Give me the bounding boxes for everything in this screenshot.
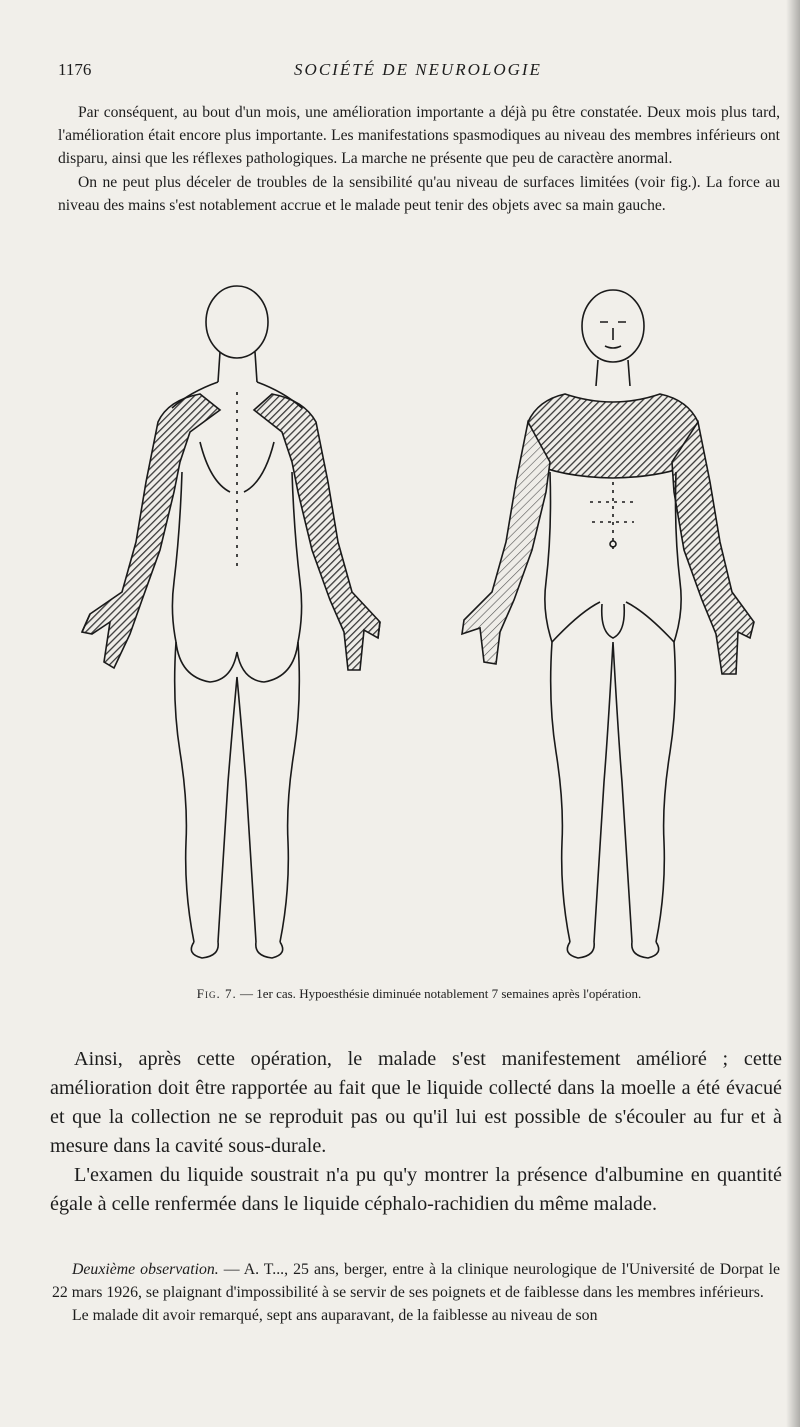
front-head <box>582 290 644 362</box>
figure-label: Fig. 7. <box>196 986 237 1001</box>
running-title: SOCIÉTÉ DE NEUROLOGIE <box>294 60 542 79</box>
top-text-block <box>58 101 780 217</box>
paragraph: L'examen du liquide soustrait n'a pu qu'y montrer la présence d'albumine en quantité égale à celle renfermée dans le liquide céphalo-rachidien du même malade. <box>50 1164 782 1215</box>
page-header <box>58 60 778 88</box>
back-head <box>206 286 268 358</box>
back-legs <box>175 642 300 942</box>
figure-illustration <box>60 282 780 982</box>
back-view-figure <box>82 286 380 958</box>
page-shadow <box>786 0 800 1427</box>
paragraph: On ne peut plus déceler de troubles de la sensibilité qu'au niveau de surfaces limitées (voir fig.). La force au niveau des mains s'est notablement accrue et le malade peut tenir des objets avec sa main gauche. <box>58 173 780 214</box>
front-hatched-area <box>462 422 550 664</box>
observation-block <box>52 1258 780 1327</box>
front-legs <box>551 642 676 942</box>
paragraph: Par conséquent, au bout d'un mois, une amélioration importante a déjà pu être constatée. Deux mois plus tard, l'amélioration était encore plus importante. Les manifestations spasmodiques au niveau des membres inférieurs ont disparu, ainsi que les réflexes pathologiques. La marche ne présente que peu de caractère anormal. <box>58 104 780 168</box>
observation-intro: — A. T..., 25 ans, berger, entre à la clinique neurologique de l'Université de Dorpat le 22 mars 1926, se plaignant d'impossibilité à se servir de ses poignets et de faiblesse dans les membres inférieurs. <box>52 1261 780 1301</box>
paragraph: Ainsi, après cette opération, le malade s'est manifestement amélioré ; cette amélioration doit être rapportée au fait que le liquide collecté dans la moelle a été évacué et que la collection ne se reproduit pas ou qu'il lui est possible de s'écouler au fur et à mesure dans la cavité sous-durale. <box>50 1048 782 1157</box>
back-hatched-area <box>82 394 220 668</box>
main-text-block <box>50 1045 782 1219</box>
observation-continuation: Le malade dit avoir remarqué, sept ans auparavant, de la faiblesse au niveau de son <box>72 1307 598 1324</box>
figure-caption-text: Hypoesthésie diminuée notablement 7 semaines après l'opération. <box>299 986 642 1001</box>
observation-paragraph <box>52 1258 780 1304</box>
front-view-figure <box>462 290 754 958</box>
observation-title: Deuxième observation. <box>72 1261 219 1278</box>
figure-case: — 1er cas. <box>239 986 296 1001</box>
page-number: 1176 <box>58 60 92 79</box>
back-hatched-area <box>254 394 380 670</box>
front-torso <box>545 472 681 642</box>
body-diagrams <box>60 282 780 982</box>
figure-caption <box>58 986 780 1002</box>
front-hatched-area <box>672 422 754 674</box>
